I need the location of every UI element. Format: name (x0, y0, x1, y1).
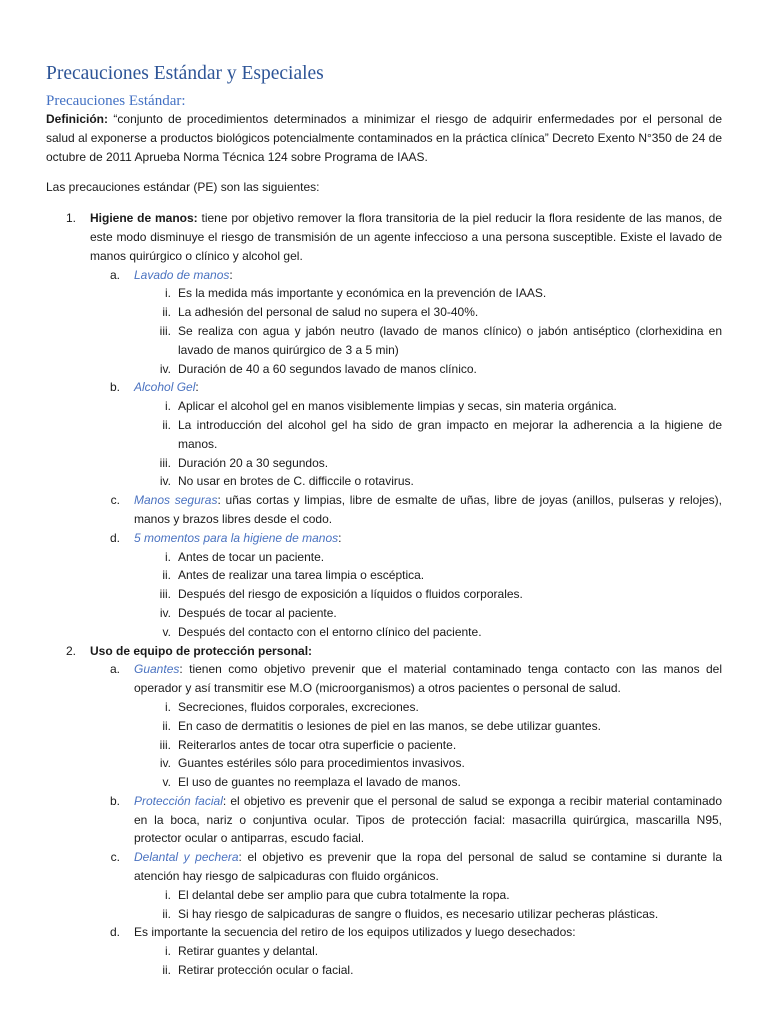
point-list (134, 284, 722, 378)
item-paragraph (90, 209, 722, 265)
sub-item (90, 491, 722, 529)
sub-label: Manos seguras (134, 493, 218, 508)
point-list (134, 942, 722, 980)
sub-letter: c. (110, 850, 120, 865)
definition-paragraph (46, 110, 722, 166)
point-item: iv. No usar en brotes de C. difficcile o rotavirus. (159, 474, 414, 489)
point-item: ii. La introducción del alcohol gel ha sido de gran impacto en mejorar la adherencia a la higiene de manos. (162, 417, 722, 451)
sub-item (90, 378, 722, 491)
point-item: ii. En caso de dermatitis o lesiones de piel en las manos, se debe utilizar guantes. (162, 718, 601, 733)
point-item: iii. Después del riesgo de exposición a líquidos o fluidos corporales. (159, 587, 523, 602)
sub-item (90, 529, 722, 642)
sub-list (90, 266, 722, 642)
sub-letter: d. (109, 530, 120, 545)
definition-text: “conjunto de procedimientos determinados a minimizar el riesgo de adquirir enfermedades por el personal de salud al exponerse a productos biológicos potencialmente contaminados en la práctica clínica” Decreto Exento N°350 de 24 de octubre de 2011 Aprueba Norma Técnica 124 sobre Programa de IAAS. (46, 112, 722, 164)
sub-text: : (195, 380, 199, 395)
point-list (134, 397, 722, 491)
sub-text: Es importante la secuencia del retiro de los equipos utilizados y luego desechados: (134, 925, 576, 940)
sub-list (90, 660, 722, 980)
intro-paragraph: Las precauciones estándar (PE) son las siguientes: (46, 180, 320, 195)
point-item: i. Secreciones, fluidos corporales, excreciones. (165, 699, 419, 714)
point-item: iv. Después de tocar al paciente. (159, 605, 337, 620)
item-heading: Uso de equipo de protección personal: (90, 643, 313, 658)
item-text: tiene por objetivo remover la flora transitoria de la piel reducir la flora residente de las manos, de este modo disminuye el riesgo de transmisión de un agente infeccioso a una persona susceptible. Existe el lavado de manos quirúrgico o clínico y alcohol gel. (90, 211, 723, 263)
point-item: iii. Se realiza con agua y jabón neutro (lavado de manos clínico) o jabón antiséptico (clorhexidina en lavado de manos quirúrgico de 3 a 5 min) (159, 323, 722, 357)
point-item: iv. Duración de 40 a 60 segundos lavado de manos clínico. (159, 361, 477, 376)
sub-text: : el objetivo es prevenir que el personal de salud se exponga a recibir material contaminado en la boca, nariz o conjuntiva ocular. Tipos de protección facial: masacrilla quirúrgica, mascarilla N95, protector ocular o antiparras, escudo facial. (134, 793, 722, 846)
item-number: 2. (65, 643, 76, 658)
sub-label: Alcohol Gel (134, 380, 196, 395)
document-title: Precauciones Estándar y Especiales (46, 63, 324, 84)
point-item: iv. Guantes estériles sólo para procedimientos invasivos. (159, 756, 465, 771)
sub-letter: b. (109, 380, 120, 395)
sub-label: 5 momentos para la higiene de manos (134, 530, 339, 545)
sub-label: Lavado de manos (134, 267, 230, 282)
point-item: ii. Antes de realizar una tarea limpia o escéptica. (162, 568, 425, 583)
sub-letter: c. (110, 493, 120, 508)
point-item: i. Aplicar el alcohol gel en manos visiblemente limpias y secas, sin materia orgánica. (165, 399, 617, 414)
point-list (134, 886, 722, 924)
point-item: i. Retirar guantes y delantal. (165, 944, 319, 959)
point-list (134, 698, 722, 792)
sub-item (90, 266, 722, 379)
point-item: iii. Reiterarlos antes de tocar otra superficie o paciente. (159, 737, 457, 752)
point-item: i. El delantal debe ser amplio para que cubra totalmente la ropa. (165, 887, 510, 902)
sub-letter: a. (109, 662, 120, 677)
sub-item (90, 660, 722, 792)
point-item: ii. Si hay riesgo de salpicaduras de sangre o fluidos, es necesario utilizar pecheras plásticas. (162, 906, 659, 921)
sub-letter: a. (109, 267, 120, 282)
point-item: iii. Duración 20 a 30 segundos. (159, 455, 329, 470)
precaution-item (46, 209, 722, 641)
sub-letter: d. (109, 925, 120, 940)
sub-text: : uñas cortas y limpias, libre de esmalte de uñas, libre de joyas (anillos, pulseras y relojes), manos y brazos libres desde el codo. (134, 493, 722, 526)
sub-item (90, 792, 722, 848)
sub-item (90, 923, 722, 979)
precaution-item (46, 642, 722, 980)
point-item: i. Es la medida más importante y económica en la prevención de IAAS. (165, 286, 547, 301)
sub-label: Delantal y pechera (134, 850, 239, 865)
point-list (134, 548, 722, 642)
section-subtitle: Precauciones Estándar: (46, 93, 186, 109)
item-paragraph (90, 642, 722, 661)
item-number: 1. (65, 211, 76, 226)
sub-text: : (229, 267, 233, 282)
sub-text: : (338, 530, 342, 545)
sub-text: : tienen como objetivo prevenir que el material contaminado tenga contacto con las manos del operador y así transmitir ese M.O (microorganismos) a otros pacientes o personal de salud. (134, 662, 722, 696)
sub-label: Guantes (134, 662, 180, 677)
point-item: v. Después del contacto con el entorno clínico del paciente. (162, 624, 482, 639)
precautions-list (46, 209, 722, 980)
definition-label: Definición: (46, 112, 108, 126)
sub-item (90, 848, 722, 923)
sub-text: : el objetivo es prevenir que la ropa del personal de salud se contamine si durante la atención hay riesgo de salpicaduras con fluido orgánicos. (134, 850, 723, 884)
item-heading: Higiene de manos: (90, 211, 198, 226)
sub-letter: b. (109, 793, 120, 808)
point-item: v. El uso de guantes no reemplaza el lavado de manos. (162, 775, 461, 790)
point-item: ii. Retirar protección ocular o facial. (162, 963, 354, 978)
sub-label: Protección facial (134, 793, 223, 808)
point-item: i. Antes de tocar un paciente. (165, 549, 325, 564)
point-item: ii. La adhesión del personal de salud no supera el 30-40%. (162, 305, 479, 320)
